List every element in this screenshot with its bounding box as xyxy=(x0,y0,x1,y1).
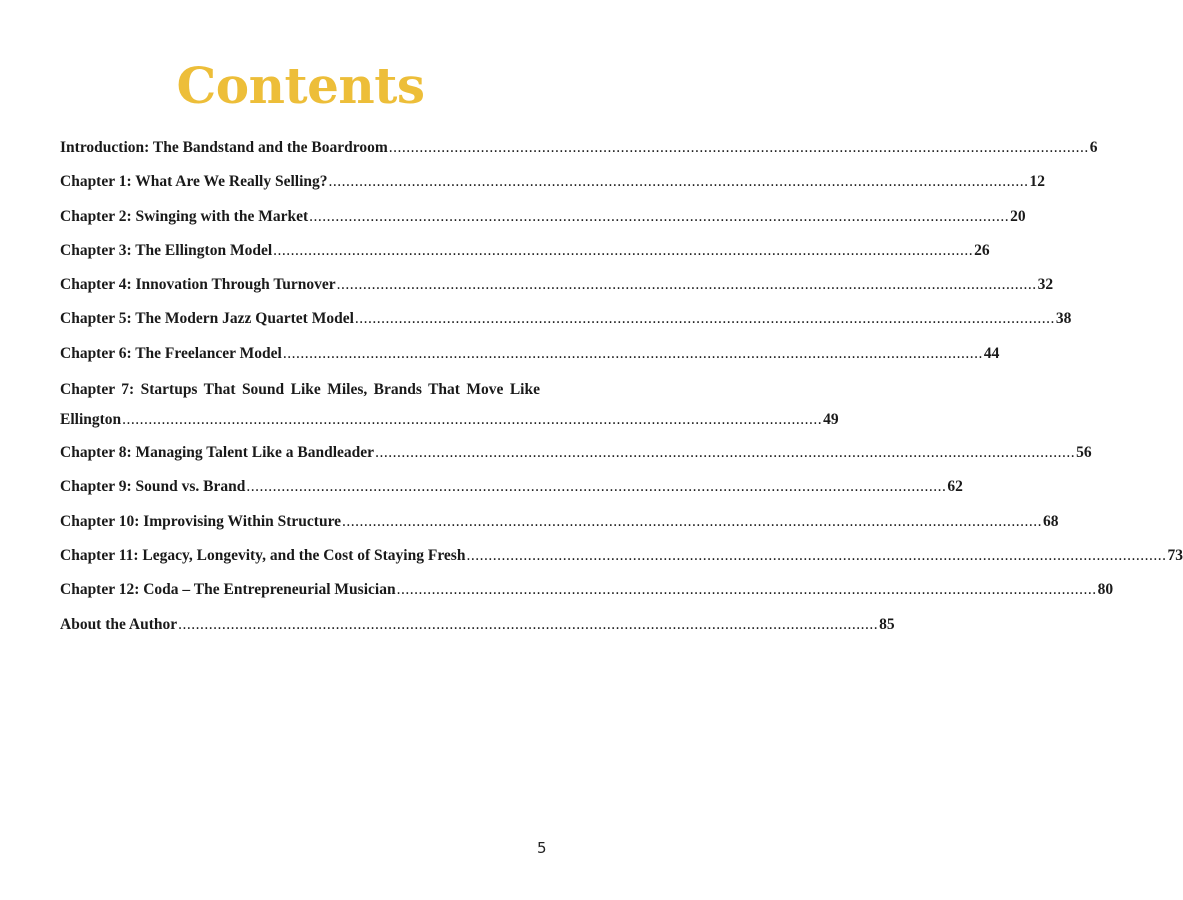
toc-entry-chapter-9[interactable] xyxy=(60,478,963,512)
toc-entry-title: Chapter 3: The Ellington Model xyxy=(60,241,273,259)
dot-leader: ................................................................................................................................................................ xyxy=(354,310,1055,328)
page-number: 5 xyxy=(537,839,547,857)
toc-entry-title: Chapter 2: Swinging with the Market xyxy=(60,207,309,225)
dot-leader: ................................................................................................................................................................ xyxy=(178,615,879,633)
dot-leader: ................................................................................................................................................................ xyxy=(336,276,1037,294)
toc-entry-page: 44 xyxy=(983,344,1000,362)
toc-entry-chapter-3[interactable] xyxy=(60,241,990,276)
dot-leader: ................................................................................................................................................................ xyxy=(273,241,974,259)
toc-entry-page: 73 xyxy=(1167,546,1183,564)
toc-entry-title: Chapter 1: What Are We Really Selling? xyxy=(60,173,328,191)
toc-entry-title: Chapter 5: The Modern Jazz Quartet Model xyxy=(60,310,354,328)
toc-entry-chapter-6[interactable] xyxy=(60,344,1000,379)
toc-entry-page: 38 xyxy=(1055,310,1072,328)
toc-entry-title: Chapter 4: Innovation Through Turnover xyxy=(60,276,336,294)
toc-entry-title: Chapter 6: The Freelancer Model xyxy=(60,344,282,362)
toc-entry-chapter-12[interactable] xyxy=(60,581,1114,615)
dot-leader: ................................................................................................................................................................ xyxy=(328,173,1029,191)
dot-leader: ................................................................................................................................................................ xyxy=(375,444,1076,462)
toc-entry-title: Chapter 8: Managing Talent Like a Bandleader xyxy=(60,444,375,462)
dot-leader: ................................................................................................................................................................ xyxy=(246,478,947,496)
toc-entry-about-the-author[interactable] xyxy=(60,615,895,650)
toc-entry-title: Chapter 9: Sound vs. Brand xyxy=(60,478,246,496)
toc-entry-chapter-1[interactable] xyxy=(60,173,1046,207)
dot-leader: ................................................................................................................................................................ xyxy=(122,411,823,429)
toc-entry-page: 62 xyxy=(947,478,963,496)
toc-entry-introduction[interactable] xyxy=(60,139,1098,173)
dot-leader: ................................................................................................................................................................ xyxy=(388,139,1089,156)
toc-entry-title: About the Author xyxy=(60,615,178,633)
toc-entry-page: 6 xyxy=(1089,139,1098,156)
dot-leader: ................................................................................................................................................................ xyxy=(396,581,1097,599)
toc-entry-second-line xyxy=(60,411,839,444)
page-title: Contents xyxy=(176,56,425,115)
toc-entry-chapter-8[interactable] xyxy=(60,444,1092,478)
toc-entry-title: Chapter 10: Improvising Within Structure xyxy=(60,512,342,530)
toc-entry-page: 85 xyxy=(879,615,895,633)
toc-entry-chapter-2[interactable] xyxy=(60,207,1026,242)
toc-entry-title-line-1: Chapter 7: Startups That Sound Like Miles, Brands That Move Like xyxy=(60,381,540,399)
toc-entry-page: 20 xyxy=(1010,207,1026,225)
dot-leader: ................................................................................................................................................................ xyxy=(466,546,1167,564)
toc-entry-page: 49 xyxy=(823,411,839,429)
toc-entry-title: Chapter 11: Legacy, Longevity, and the Cost of Staying Fresh xyxy=(60,546,466,564)
toc-entry-chapter-5[interactable] xyxy=(60,310,1072,344)
toc-entry-page: 26 xyxy=(974,241,990,259)
toc-entry-page: 68 xyxy=(1043,512,1059,530)
toc-entry-chapter-10[interactable] xyxy=(60,512,1059,547)
toc-entry-chapter-4[interactable] xyxy=(60,276,1054,310)
dot-leader: ................................................................................................................................................................ xyxy=(282,344,983,362)
dot-leader: ................................................................................................................................................................ xyxy=(309,207,1010,225)
toc-entry-page: 32 xyxy=(1037,276,1054,294)
toc-entry-chapter-11[interactable] xyxy=(60,546,1183,581)
toc-entry-title: Introduction: The Bandstand and the Boardroom xyxy=(60,139,388,156)
table-of-contents xyxy=(60,139,1183,650)
dot-leader: ................................................................................................................................................................ xyxy=(342,512,1043,530)
toc-entry-chapter-7[interactable] xyxy=(60,379,839,444)
toc-entry-title-line-2: Ellington xyxy=(60,411,122,429)
toc-entry-page: 56 xyxy=(1076,444,1092,462)
toc-entry-title: Chapter 12: Coda – The Entrepreneurial Musician xyxy=(60,581,396,599)
toc-entry-page: 12 xyxy=(1029,173,1046,191)
toc-entry-page: 80 xyxy=(1097,581,1114,599)
